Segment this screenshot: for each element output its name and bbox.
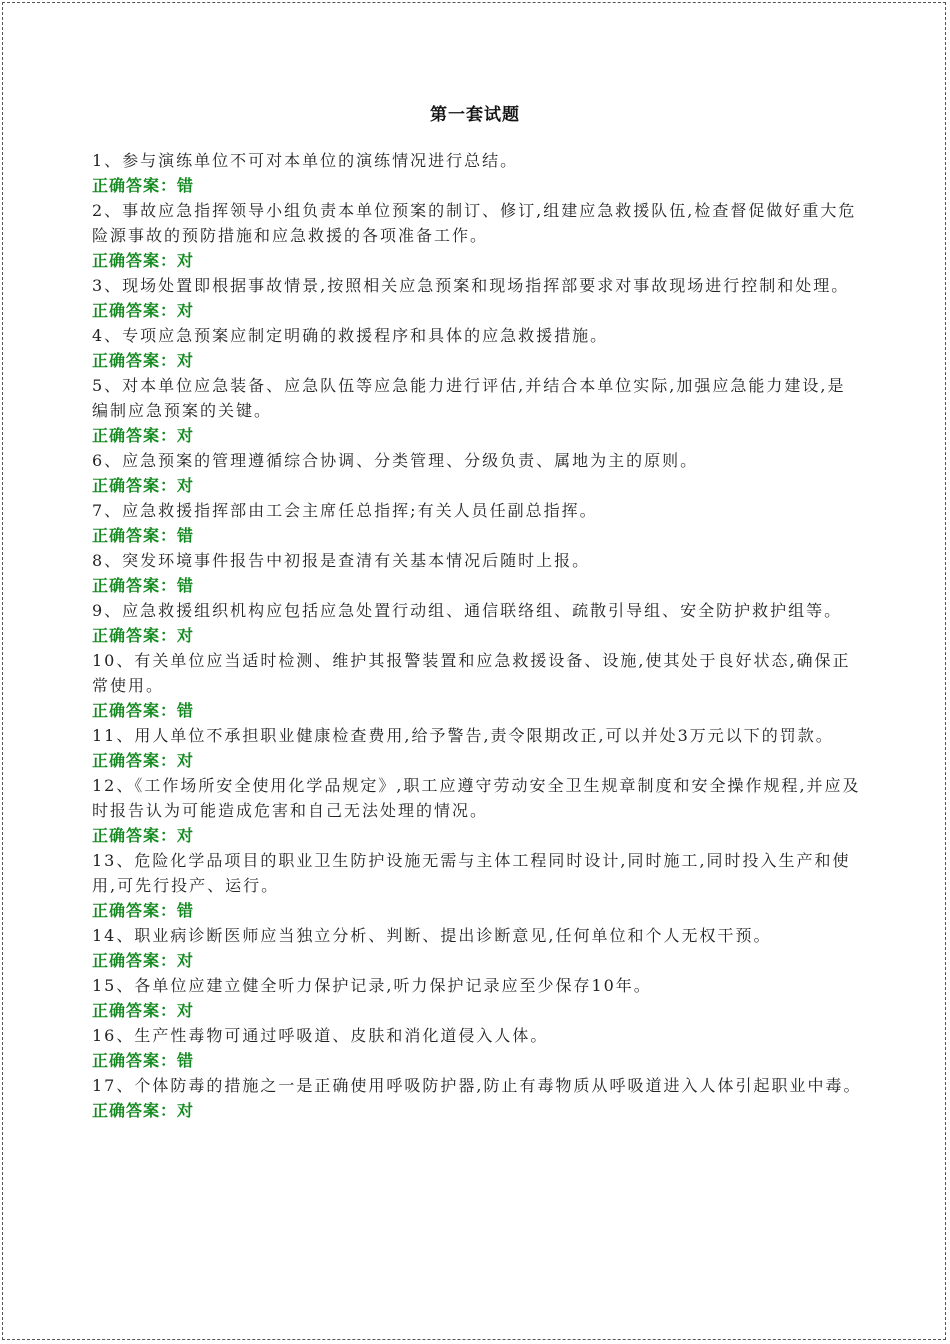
- answer-line: [92, 823, 862, 848]
- question-text: 7、应急救援指挥部由工会主席任总指挥;有关人员任副总指挥。: [92, 501, 598, 520]
- question-item: [92, 773, 862, 848]
- answer-prefix: 正确答案：: [92, 251, 178, 270]
- answer-value: 对: [177, 251, 195, 270]
- answer-prefix: 正确答案：: [92, 351, 178, 370]
- answer-value: 错: [177, 1051, 195, 1070]
- answer-value: 对: [177, 951, 195, 970]
- question-item: [92, 373, 862, 448]
- question-item: [92, 923, 862, 973]
- question-text: 13、危险化学品项目的职业卫生防护设施无需与主体工程同时设计,同时施工,同时投入生产和使用,可先行投产、运行。: [92, 851, 851, 895]
- answer-line: [92, 623, 862, 648]
- question-text: 12、《工作场所安全使用化学品规定》,职工应遵守劳动安全卫生规章制度和安全操作规程,并应及时报告认为可能造成危害和自己无法处理的情况。: [92, 776, 861, 820]
- question-list: [92, 148, 862, 1123]
- question-item: [92, 323, 862, 373]
- question-item: [92, 273, 862, 323]
- question-text: 8、突发环境事件报告中初报是查清有关基本情况后随时上报。: [92, 551, 591, 570]
- answer-prefix: 正确答案：: [92, 626, 178, 645]
- answer-line: [92, 173, 862, 198]
- question-text: 11、用人单位不承担职业健康检查费用,给予警告,责令限期改正,可以并处3万元以下的罚款。: [92, 726, 834, 745]
- answer-value: 对: [177, 476, 195, 495]
- answer-value: 对: [177, 751, 195, 770]
- question-item: [92, 848, 862, 923]
- answer-line: [92, 298, 862, 323]
- answer-value: 对: [177, 301, 195, 320]
- question-text: 1、参与演练单位不可对本单位的演练情况进行总结。: [92, 151, 519, 170]
- question-item: [92, 498, 862, 548]
- answer-value: 对: [177, 1101, 195, 1120]
- question-item: [92, 448, 862, 498]
- question-item: [92, 648, 862, 723]
- answer-line: [92, 348, 862, 373]
- question-text: 17、个体防毒的措施之一是正确使用呼吸防护器,防止有毒物质从呼吸道进入人体引起职业中毒。: [92, 1076, 862, 1095]
- answer-prefix: 正确答案：: [92, 1101, 178, 1120]
- question-item: [92, 973, 862, 1023]
- answer-line: [92, 948, 862, 973]
- answer-value: 错: [177, 176, 195, 195]
- question-text: 16、生产性毒物可通过呼吸道、皮肤和消化道侵入人体。: [92, 1026, 549, 1045]
- question-text: 4、专项应急预案应制定明确的救援程序和具体的应急救援措施。: [92, 326, 609, 345]
- answer-prefix: 正确答案：: [92, 176, 178, 195]
- question-item: [92, 1023, 862, 1073]
- answer-line: [92, 473, 862, 498]
- question-text: 5、对本单位应急装备、应急队伍等应急能力进行评估,并结合本单位实际,加强应急能力建设,是编制应急预案的关键。: [92, 376, 846, 420]
- answer-value: 对: [177, 626, 195, 645]
- question-item: [92, 548, 862, 598]
- answer-prefix: 正确答案：: [92, 1001, 178, 1020]
- question-item: [92, 198, 862, 273]
- answer-prefix: 正确答案：: [92, 1051, 178, 1070]
- answer-value: 错: [177, 901, 195, 920]
- question-item: [92, 1073, 862, 1123]
- question-text: 14、职业病诊断医师应当独立分析、判断、提出诊断意见,任何单位和个人无权干预。: [92, 926, 772, 945]
- answer-prefix: 正确答案：: [92, 751, 178, 770]
- question-text: 9、应急救援组织机构应包括应急处置行动组、通信联络组、疏散引导组、安全防护救护组等。: [92, 601, 843, 620]
- answer-line: [92, 1098, 862, 1123]
- answer-prefix: 正确答案：: [92, 901, 178, 920]
- question-item: [92, 723, 862, 773]
- question-text: 6、应急预案的管理遵循综合协调、分类管理、分级负责、属地为主的原则。: [92, 451, 699, 470]
- answer-value: 错: [177, 576, 195, 595]
- answer-line: [92, 248, 862, 273]
- answer-prefix: 正确答案：: [92, 951, 178, 970]
- answer-prefix: 正确答案：: [92, 576, 178, 595]
- answer-value: 对: [177, 426, 195, 445]
- page-title: 第一套试题: [430, 105, 520, 125]
- answer-value: 错: [177, 526, 195, 545]
- answer-line: [92, 748, 862, 773]
- answer-prefix: 正确答案：: [92, 701, 178, 720]
- answer-line: [92, 998, 862, 1023]
- question-text: 10、有关单位应当适时检测、维护其报警装置和应急救援设备、设施,使其处于良好状态,确保正常使用。: [92, 651, 851, 695]
- question-text: 15、各单位应建立健全听力保护记录,听力保护记录应至少保存10年。: [92, 976, 652, 995]
- answer-prefix: 正确答案：: [92, 826, 178, 845]
- answer-value: 对: [177, 351, 195, 370]
- answer-line: [92, 698, 862, 723]
- answer-value: 对: [177, 1001, 195, 1020]
- answer-value: 对: [177, 826, 195, 845]
- question-text: 2、事故应急指挥领导小组负责本单位预案的制订、修订,组建应急救援队伍,检查督促做好重大危险源事故的预防措施和应急救援的各项准备工作。: [92, 201, 857, 245]
- answer-prefix: 正确答案：: [92, 426, 178, 445]
- question-item: [92, 598, 862, 648]
- answer-prefix: 正确答案：: [92, 476, 178, 495]
- question-item: [92, 148, 862, 198]
- answer-line: [92, 898, 862, 923]
- question-text: 3、现场处置即根据事故情景,按照相关应急预案和现场指挥部要求对事故现场进行控制和处理。: [92, 276, 850, 295]
- answer-prefix: 正确答案：: [92, 526, 178, 545]
- answer-line: [92, 523, 862, 548]
- answer-value: 错: [177, 701, 195, 720]
- answer-line: [92, 573, 862, 598]
- answer-line: [92, 423, 862, 448]
- answer-prefix: 正确答案：: [92, 301, 178, 320]
- answer-line: [92, 1048, 862, 1073]
